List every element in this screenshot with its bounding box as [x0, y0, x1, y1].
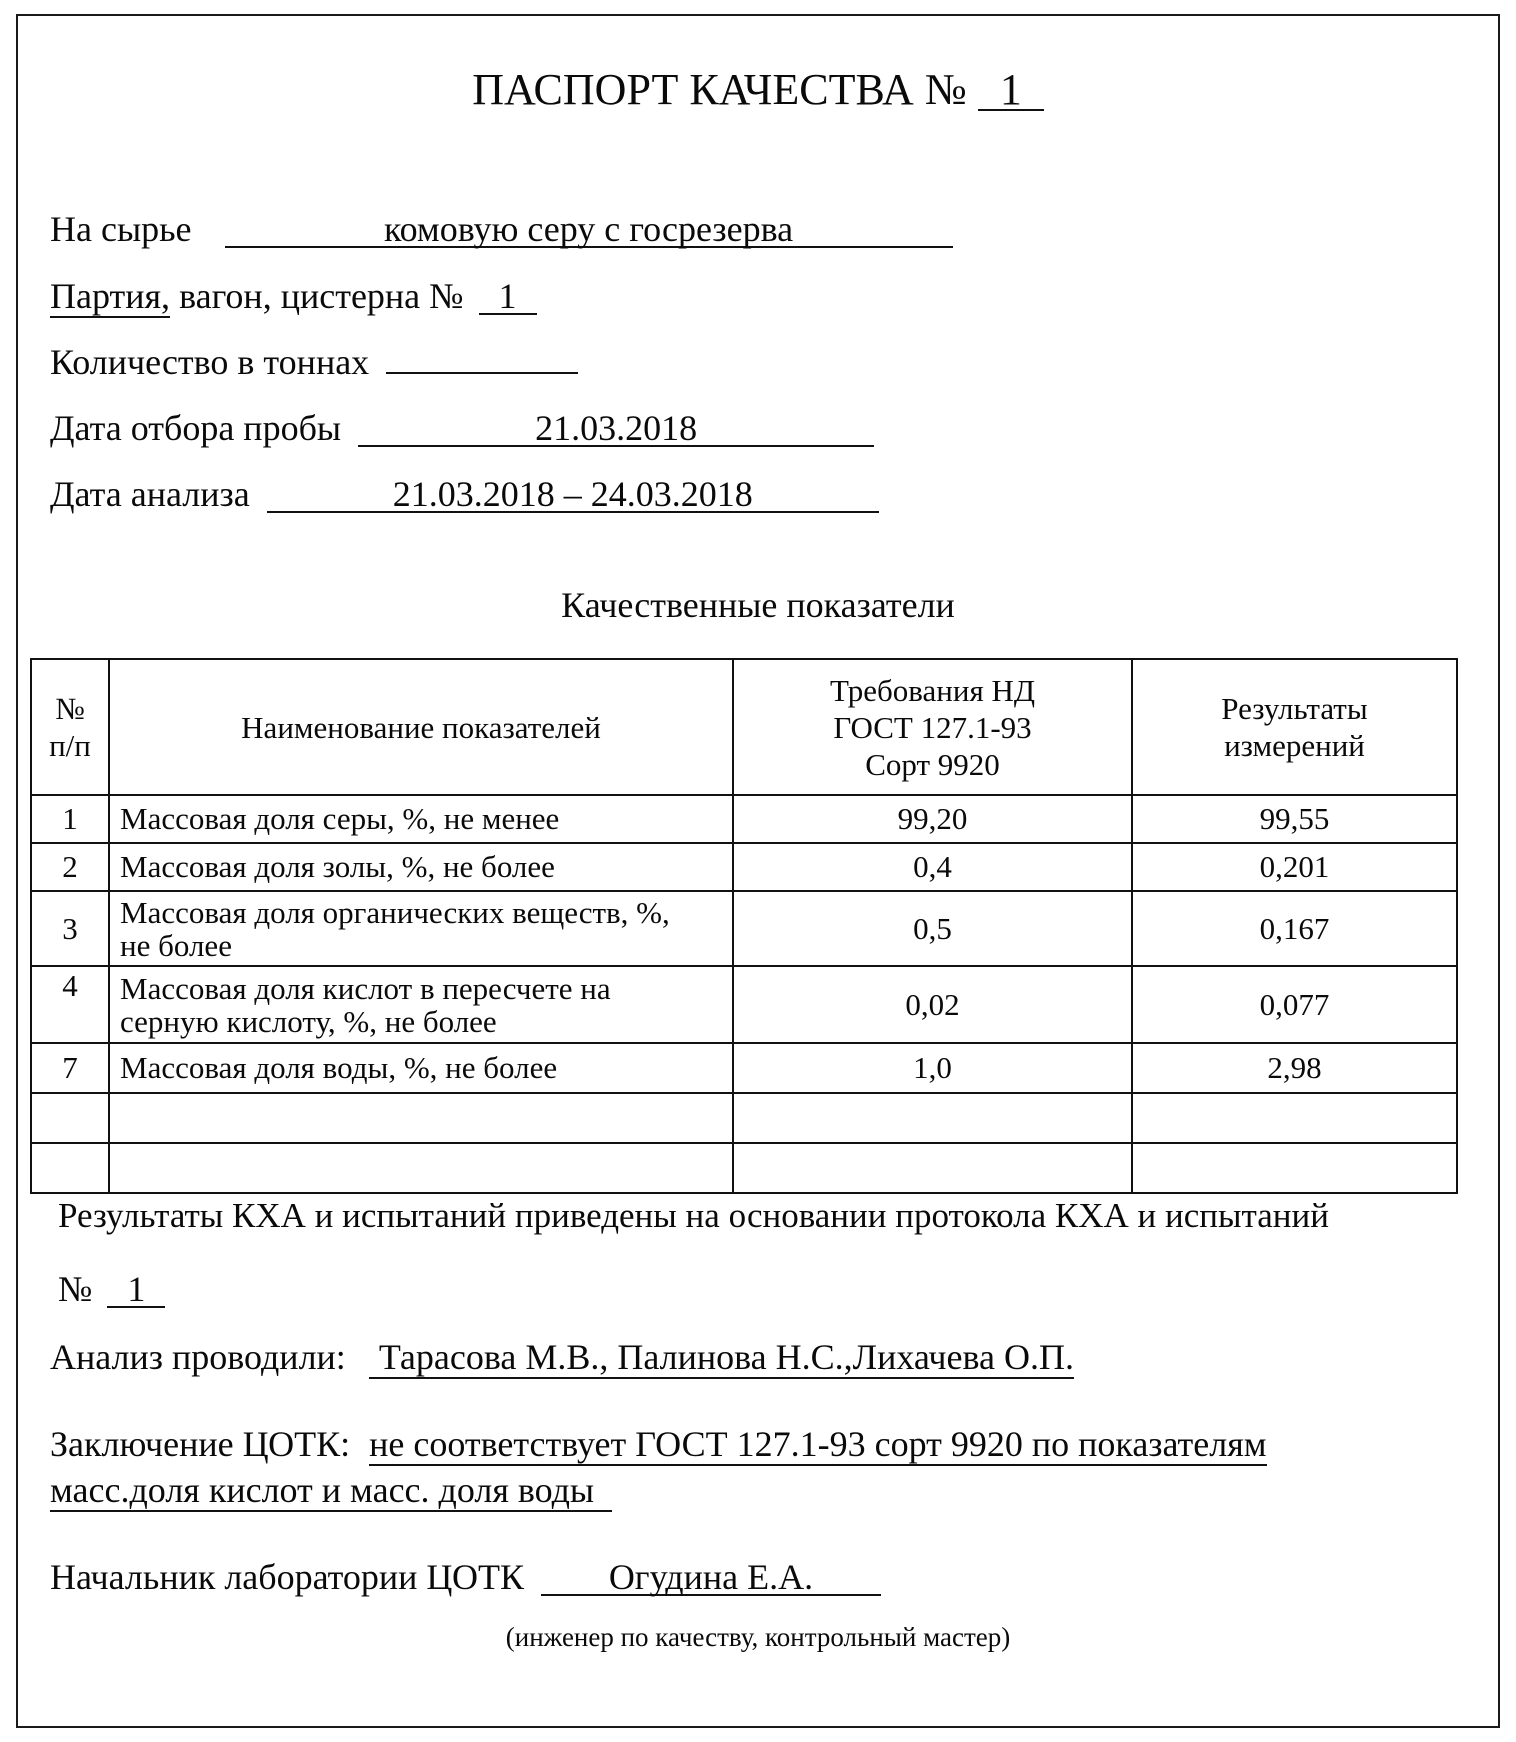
protocol-number-line — [58, 1268, 165, 1310]
table-row-empty — [31, 1143, 1457, 1193]
table-row — [31, 966, 1457, 1043]
row-num: 3 — [31, 891, 109, 966]
row-result: 0,201 — [1132, 843, 1457, 891]
role-note: (инженер по качеству, контрольный мастер) — [505, 1622, 1011, 1652]
empty-cell — [31, 1143, 109, 1193]
raw-material-value: комовую серу с госрезерва — [225, 212, 953, 248]
analysis-date-value: 21.03.2018 – 24.03.2018 — [267, 477, 879, 513]
header-num-line2: п/п — [49, 728, 91, 763]
table-row — [31, 795, 1457, 843]
title-label: ПАСПОРТ КАЧЕСТВА № — [472, 65, 967, 114]
table-row — [31, 1043, 1457, 1093]
protocol-number-label: № — [58, 1269, 93, 1309]
row-name-line2: не более — [120, 927, 232, 963]
header-num-line1: № — [55, 691, 85, 726]
row-num: 7 — [31, 1043, 109, 1093]
conclusion-continuation — [50, 1469, 612, 1511]
quantity-line — [50, 341, 578, 383]
table-header-row — [31, 659, 1457, 795]
header-req-line2: ГОСТ 127.1-93 — [833, 709, 1032, 745]
row-requirement: 1,0 — [733, 1043, 1132, 1093]
batch-label-rest: вагон, цистерна № — [170, 276, 464, 316]
empty-cell — [109, 1093, 733, 1143]
raw-material-line — [50, 208, 953, 250]
row-name-line1: Массовая доля органических веществ, %, — [120, 894, 670, 930]
row-requirement: 0,02 — [733, 966, 1132, 1043]
header-requirements — [733, 659, 1132, 795]
sample-date-label: Дата отбора пробы — [50, 408, 342, 448]
sample-date-value: 21.03.2018 — [358, 411, 874, 447]
row-requirement: 99,20 — [733, 795, 1132, 843]
raw-material-label: На сырье — [50, 209, 192, 249]
lab-head-label: Начальник лаборатории ЦОТК — [50, 1557, 524, 1597]
analysts-label: Анализ проводили: — [50, 1337, 346, 1377]
row-name — [109, 966, 733, 1043]
batch-value: 1 — [479, 279, 537, 315]
empty-cell — [733, 1143, 1132, 1193]
section-title: Качественные показатели — [561, 585, 955, 625]
row-name: Массовая доля золы, %, не более — [109, 843, 733, 891]
row-result: 99,55 — [1132, 795, 1457, 843]
empty-cell — [733, 1093, 1132, 1143]
row-num: 2 — [31, 843, 109, 891]
row-num: 1 — [31, 795, 109, 843]
sample-date-line — [50, 407, 874, 449]
row-result: 0,077 — [1132, 966, 1457, 1043]
protocol-number-value: 1 — [107, 1272, 165, 1308]
analysis-date-label: Дата анализа — [50, 474, 250, 514]
lab-head-line — [50, 1556, 881, 1598]
row-name-line1: Массовая доля кислот в пересчете на — [120, 970, 611, 1006]
row-name: Массовая доля серы, %, не менее — [109, 795, 733, 843]
header-results — [1132, 659, 1457, 795]
header-req-line1: Требования НД — [830, 672, 1035, 708]
header-num — [31, 659, 109, 795]
title-number: 1 — [978, 71, 1044, 111]
row-result: 2,98 — [1132, 1043, 1457, 1093]
batch-label-underlined: Партия, — [50, 276, 171, 316]
quantity-label: Количество в тоннах — [50, 342, 370, 382]
header-res-line1: Результаты — [1221, 691, 1368, 726]
empty-cell — [1132, 1093, 1457, 1143]
empty-cell — [31, 1093, 109, 1143]
analysts-value: Тарасова М.В., Палинова Н.С.,Лихачева О.П. — [369, 1337, 1074, 1379]
header-name: Наименование показателей — [109, 659, 733, 795]
protocol-text: Результаты КХА и испытаний приведены на основании протокола КХА и испытаний — [58, 1196, 1329, 1235]
row-result: 0,167 — [1132, 891, 1457, 966]
row-requirement: 0,5 — [733, 891, 1132, 966]
conclusion-line2: масс.доля кислот и масс. доля воды — [50, 1470, 612, 1512]
analysts-line — [50, 1336, 1074, 1378]
conclusion-line1: не соответствует ГОСТ 127.1-93 сорт 9920 по показателям — [369, 1424, 1267, 1464]
empty-cell — [1132, 1143, 1457, 1193]
analysis-date-line — [50, 473, 879, 515]
table-row-empty — [31, 1093, 1457, 1143]
row-num: 4 — [31, 966, 109, 1043]
conclusion-line — [50, 1423, 1267, 1465]
table-row — [31, 843, 1457, 891]
row-name — [109, 891, 733, 966]
quality-table — [30, 658, 1458, 1194]
conclusion-label: Заключение ЦОТК: — [50, 1424, 351, 1464]
document-title — [0, 64, 1516, 115]
quantity-value — [386, 372, 578, 374]
batch-line — [50, 275, 537, 317]
row-requirement: 0,4 — [733, 843, 1132, 891]
table-row — [31, 891, 1457, 966]
empty-cell — [109, 1143, 733, 1193]
row-name-line2: серную кислоту, %, не более — [120, 1003, 497, 1039]
header-res-line2: измерений — [1224, 728, 1365, 763]
header-req-line3: Сорт 9920 — [865, 746, 1000, 782]
lab-head-value: Огудина Е.А. — [541, 1560, 881, 1596]
row-name: Массовая доля воды, %, не более — [109, 1043, 733, 1093]
